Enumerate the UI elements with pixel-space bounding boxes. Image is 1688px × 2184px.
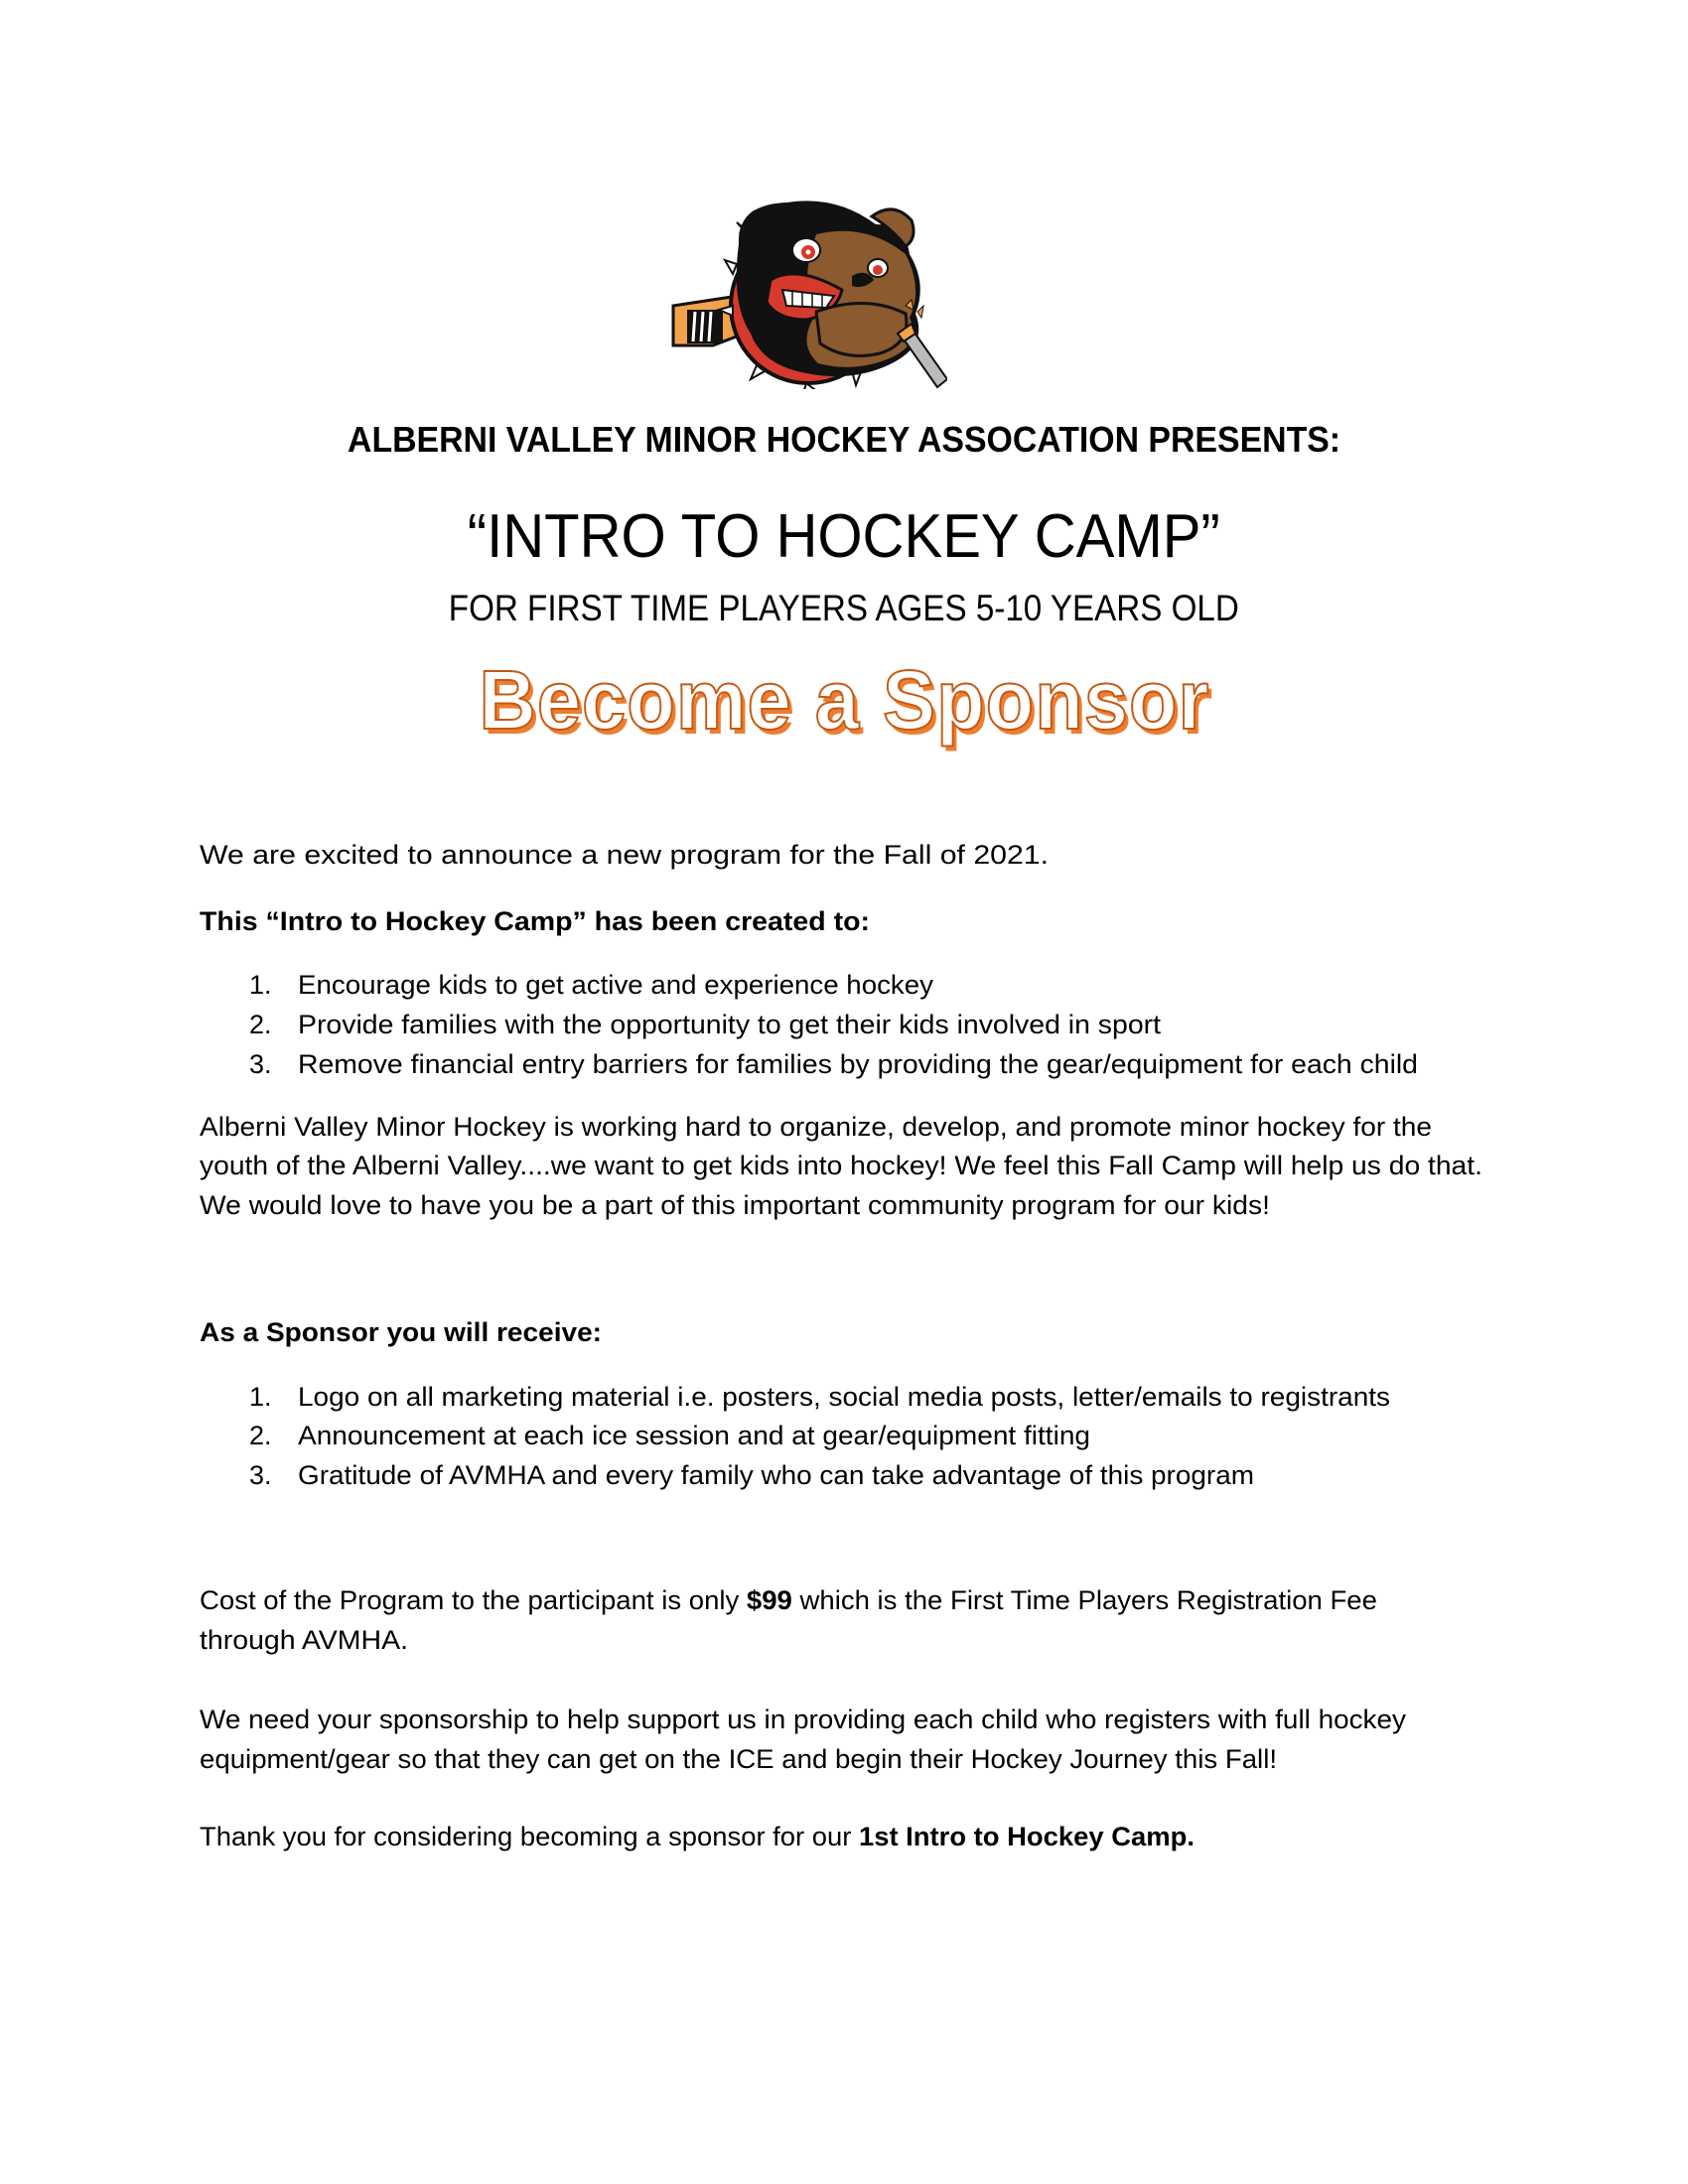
list-item-text: Encourage kids to get active and experience hockey (298, 970, 934, 1000)
list-item-text: Announcement at each ice session and at gear/equipment fitting (298, 1421, 1091, 1450)
paragraph-line-text: Alberni Valley Minor Hockey is working hard to organize, develop, and promote minor hockey for the (200, 1112, 1433, 1142)
list-item-text: Provide families with the opportunity to get their kids involved in sport (298, 1010, 1162, 1039)
list-item (298, 1421, 1091, 1450)
cost-text-continued: which is the First Time Players Registration Fee (791, 1585, 1377, 1615)
become-sponsor-text: Become a Sponsor (478, 653, 1210, 747)
cost-text: Cost of the Program to the participant is only (200, 1585, 747, 1615)
need-line (200, 1744, 1278, 1774)
list-number: 1. (249, 1382, 272, 1412)
thanks-text: Thank you for considering becoming a sponsor for our (200, 1822, 859, 1851)
camp-subtitle-text: FOR FIRST TIME PLAYERS AGES 5-10 YEARS OLD (448, 588, 1239, 628)
price-value: $99 (746, 1585, 792, 1615)
thanks-line (200, 1822, 1195, 1851)
presenter-heading (0, 419, 1688, 460)
camp-name-bold: 1st Intro to Hockey Camp. (858, 1822, 1195, 1851)
list-item-text: Remove financial entry barriers for families by providing the gear/equipment for each child (298, 1049, 1418, 1079)
list-number: 1. (249, 970, 272, 1000)
paragraph-line (200, 1112, 1433, 1142)
list-item (298, 1049, 1418, 1079)
list-item (298, 1382, 1390, 1412)
list-item-text: Gratitude of AVMHA and every family who can take advantage of this program (298, 1460, 1254, 1490)
presenter-heading-text: ALBERNI VALLEY MINOR HOCKEY ASSOCATION PRESENTS: (347, 419, 1341, 460)
paragraph-line-text: We would love to have you be a part of this important community program for our kids! (200, 1190, 1270, 1220)
created-heading (200, 906, 870, 936)
cost-line (200, 1625, 409, 1655)
sponsor-heading (200, 1317, 603, 1347)
need-line-text: We need your sponsorship to help support us in providing each child who registers with full hockey (200, 1705, 1406, 1734)
become-sponsor-banner (0, 653, 1688, 747)
list-number: 3. (249, 1049, 272, 1079)
created-heading-text: This “Intro to Hockey Camp” has been created to: (200, 906, 870, 936)
camp-title (0, 502, 1688, 571)
list-item (298, 1460, 1254, 1490)
paragraph-line-text: youth of the Alberni Valley....we want to get kids into hockey! We feel this Fall Camp will help us do that. (200, 1151, 1482, 1180)
announcement-line: We are excited to announce a new program for the Fall of 2021. (200, 840, 1049, 870)
cost-line (200, 1585, 1377, 1615)
list-item (298, 970, 934, 1000)
paragraph-line (200, 1190, 1270, 1220)
need-line-text: equipment/gear so that they can get on the ICE and begin their Hockey Journey this Fall! (200, 1744, 1278, 1774)
bulldog-hockey-logo (667, 195, 947, 389)
bulldog-jowl (816, 303, 907, 355)
camp-subtitle (0, 590, 1688, 626)
list-number: 3. (249, 1460, 272, 1490)
need-line (200, 1705, 1406, 1734)
list-number: 2. (249, 1421, 272, 1450)
paragraph-line (200, 1151, 1482, 1180)
cost-line-2-text: through AVMHA. (200, 1625, 409, 1655)
list-number: 2. (249, 1010, 272, 1039)
list-item (298, 1010, 1162, 1039)
announcement-text (200, 840, 1049, 870)
list-item-text: Logo on all marketing material i.e. posters, social media posts, letter/emails to registrants (298, 1382, 1390, 1412)
sponsor-heading-text: As a Sponsor you will receive: (200, 1317, 603, 1347)
camp-title-text: “INTRO TO HOCKEY CAMP” (468, 502, 1220, 571)
